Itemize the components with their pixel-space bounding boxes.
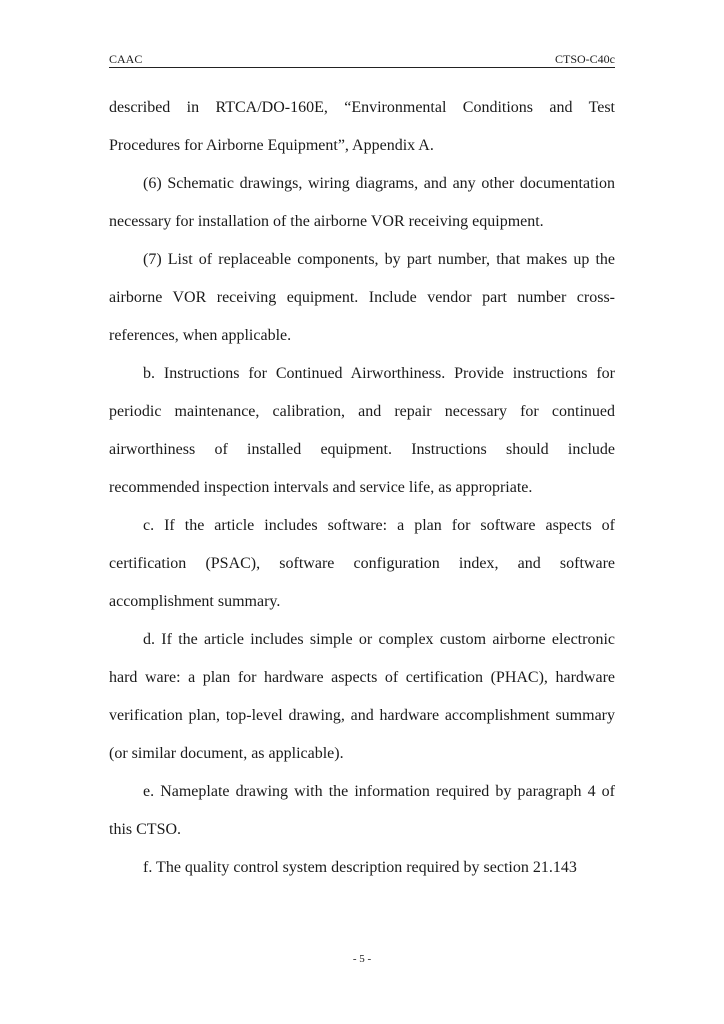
paragraph-continuation: described in RTCA/DO-160E, “Environmental Conditions and Test Procedures for Airborne Equipment”, Appendix A. <box>109 99 615 154</box>
paragraph-item-d: d. If the article includes simple or complex custom airborne electronic hard ware: a plan for hardware aspects of certification (PHAC), hardware verification plan, top-level drawing, and hardware accomplishment summary (or similar document, as applicable). <box>109 631 615 762</box>
paragraph-item-e: e. Nameplate drawing with the information required by paragraph 4 of this CTSO. <box>109 783 615 838</box>
paragraph-item-b: b. Instructions for Continued Airworthiness. Provide instructions for periodic maintenance, calibration, and repair necessary for continued airworthiness of installed equipment. Instructions should include recommended inspection intervals and service life, as appropriate. <box>109 365 615 496</box>
paragraph-item-c: c. If the article includes software: a plan for software aspects of certification (PSAC), software configuration index, and software accomplishment summary. <box>109 517 615 610</box>
page-header <box>109 52 615 68</box>
header-doc-id: CTSO-C40c <box>555 52 615 66</box>
header-org: CAAC <box>109 52 143 66</box>
page-number: - 5 - <box>352 953 372 965</box>
paragraph-item-6: (6) Schematic drawings, wiring diagrams, and any other documentation necessary for installation of the airborne VOR receiving equipment. <box>109 175 615 230</box>
paragraph-item-f: f. The quality control system description required by section 21.143 <box>143 859 577 876</box>
document-body <box>109 89 615 887</box>
paragraph-item-7: (7) List of replaceable components, by part number, that makes up the airborne VOR receiving equipment. Include vendor part number cross-references, when applicable. <box>109 251 615 344</box>
